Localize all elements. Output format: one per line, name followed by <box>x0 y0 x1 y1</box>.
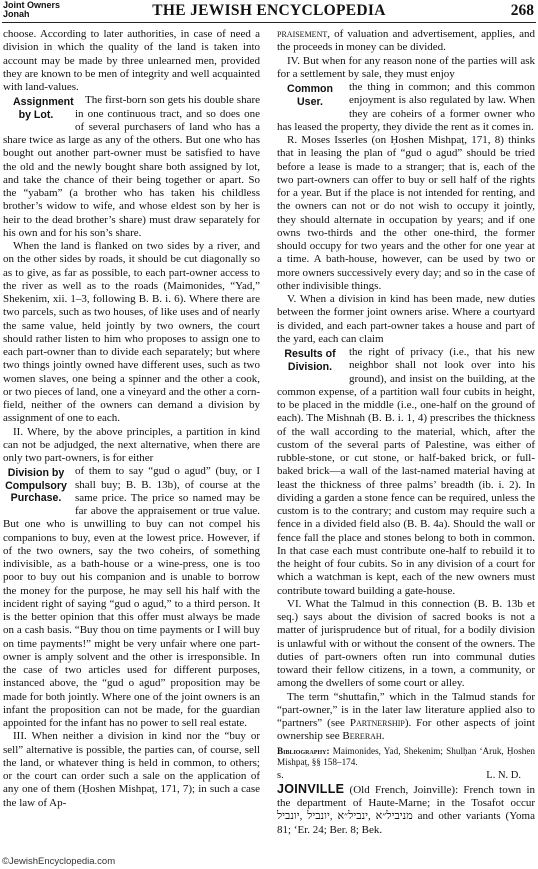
paragraph: R. Moses Isserles (on Ḥoshen Mishpaṭ, 171, 8) thinks that in leasing the plan of “gud o agud” should be tried before a lease is made to a stranger; that is, each of the two part-owners can offer to buy or sell half of the rights for a year. But if the place is not intended for renting, and the owners can not or do not wish to occupy it jointly, they should alternate in occupation by years; and if one owns two-thirds and the other one-third, the former should occupy for two years and the other for one year at a time. A bath-house, however, can be used by two or more owners successively every day; and so in the case of other indivisible things. <box>277 134 535 292</box>
entry-headword: JOINVILLE <box>277 781 345 796</box>
paragraph: IV. But when for any reason none of the parties will ask for a settlement by sale, they must enjoy <box>277 54 535 80</box>
paragraph-text: (Old French, Joinville): French town in the department of Haute-Marne; in the Tosafot occur <box>277 783 535 809</box>
paragraph: choose. According to later authorities, in case of need a division in which the quality of the land is taken into account may be made by three unlearned men, provided they are known to be men of integrity and well acquainted with land-values. <box>3 28 260 93</box>
signature-initial: s. <box>277 769 284 781</box>
cross-reference-link[interactable]: praisement <box>277 28 328 40</box>
hebrew-text: מניביל״א ,ינביל״א ,יונביל ,יונביל <box>277 810 413 823</box>
paragraph <box>277 346 535 598</box>
author-signature <box>277 769 535 782</box>
running-head-first: Joint Owners <box>3 0 61 10</box>
watermark: ©JewishEncyclopedia.com <box>2 856 116 867</box>
paragraph-text: the thing in common; and this common enjoyment is also regulated by law. When they are coheirs of a former owner who has leased the property, they divide the rent as it comes in. <box>277 81 535 133</box>
paragraph-text: of them to say “gud o agud” (buy, or I shall buy; B. B. 13b), of course at the same price. The price so named may be far above the appraisement or true value. But one who is unwilling to buy can not compel his companions to buy, even at the lowest price. However, if of the two owners, say the two coheirs, of something indivisible, as a bath-house or a wine-press, one is too poor to buy out his companion and is unable to borrow the money for the purpose, he may sell his half with the incident right of saying “gud o agud,” to a third person. It is the better opinion that this offer must always be made on a cash basis. “Buy thou on time payments or I will buy on time payments!” might be very unfair where one part-owner is amply solvent and the other is irresponsible. In the case of two articles used for different purposes, instanced above, the “gud o agud” proposition may be made for both jointly. Where one of the joint owners is an infant the proposition can not be made, for the guardian appointed for the infant has no power to sell real estate. <box>3 465 260 729</box>
paragraph-text: The first-born son gets his double share in one continuous tract, and so does one of several purchasers of land who has a share twice as large as any of the others. But one who has bought out another part-owner must be satisfied to have the old and the newly bought share both assigned by lot, and take the chance of their being together or apart. So the “yabam” (a brother who has taken his childless brother’s widow to wife, and whose eldest son by her is heir to the dead brother’s share) must draw separately for his own and for his son’s share. <box>3 94 260 239</box>
paragraph: VI. What the Talmud in this connection (B. B. 13b et seq.) says about the division of sacred books is not a matter of jurisprudence but of ritual, for a bodily division is unlawful with or without the consent of the owners. The duties of part-owners often run into communal duties toward their fellow citizens, in a town, a community, or among the dwellers of some court or alley. <box>277 597 535 690</box>
paragraph <box>3 94 260 240</box>
paragraph: II. Where, by the above principles, a partition in kind can not be adjudged, the next alternative, when there are only two part-owners, is for either <box>3 425 260 464</box>
marginal-heading: Division by Compulsory Purchase. <box>5 467 67 505</box>
paragraph <box>3 465 260 730</box>
paragraph: V. When a division in kind has been made, new duties between the former joint owners arise. Where a courtyard is divided, and each part-owner takes a house and part of the yard, each can claim <box>277 293 535 345</box>
page-title: THE JEWISH ENCYCLOPEDIA <box>152 2 386 19</box>
paragraph: III. When neither a division in kind nor the “buy or sell” alternative is possible, the parties can, of course, sell the land, or whatever thing is held in common, to others; or the court can order such a sale on the application of any one of them (Ḥoshen Mishpaṭ, 171, 7); in such a case the law of Ap- <box>3 730 260 809</box>
marginal-heading: Results of Division. <box>284 348 336 373</box>
paragraph-text: The term “shuttafin,” which in the Talmud stands for “part-owner,” is in the later law literature applied also to “partners” (see <box>277 690 535 729</box>
paragraph-text: ). For other aspects of joint ownership see <box>277 717 535 743</box>
paragraph-text: , of valuation and advertisement, applies, and the proceeds in money can be divided. <box>277 28 535 54</box>
paragraph-text: and other variants (Yoma 81; ‘Er. 24; Ber. 8; Bek. <box>277 810 535 836</box>
paragraph <box>277 28 535 55</box>
paragraph-text: the right of privacy (i.e., that his new neighbor shall not look over into his ground), and insist on the building, at the common expense, of a partition wall four cubits in height, to be placed in the middle (i.e., one-half on the ground of each). The Mishnah (B. B. i. 1, 4) prescribes the thickness of the wall according to the material, which, after the custom of the several parts of Palestine, was either of rubble-stone, or cut stone, or half-baked brick, or full-baked brick—a wall of the last-named material having at least the thickness of three palms’ breadth (ib. i. 2). In dividing a garden a stone fence can be required, unless the custom is to the contrary; and custom may require such a fence in a divided field also (B. B. 4a). Should the wall or fence fall the place and stones belong to both in common. In that case each must contribute one-half to rebuild it to the height of four cubits. So in any division of a court for which a watchman is kept, each of the new owners must contribute toward building a gate-house. <box>277 346 535 597</box>
marginal-heading: Common User. <box>287 83 333 108</box>
marginal-heading: Assignment by Lot. <box>13 96 74 121</box>
cross-reference-link[interactable]: Partnership <box>349 717 405 729</box>
cross-reference-link[interactable]: Bererah <box>342 730 382 743</box>
signature-author: L. N. D. <box>486 769 521 781</box>
paragraph: When the land is flanked on two sides by a river, and on the other sides by roads, it should be cut diagonally so as to give, as far as possible, to each part-owner access to the river as well as to the roads (Maimonides, “Yad,” Shekenim, xii. 1–3, following B. B. i. 6). Where there are two parcels, such as two houses, of like uses and of nearly the same value, held jointly by two owners, the court should rather listen to him who proposes to assign one to each part-owner than to divide each separately; but where two things jointly owned have different uses, such as two women slaves, one being a spinner and the other a cook, or two pieces of land, one a vineyard and the other a corn-field, neither of the owners can demand a division by assignment of one to each. <box>3 240 260 425</box>
left-column <box>3 28 260 810</box>
bibliography-label: Bibliography: <box>277 745 330 756</box>
page-number: 268 <box>510 2 534 19</box>
paragraph <box>277 81 535 134</box>
paragraph <box>277 691 535 744</box>
right-column <box>277 28 535 837</box>
bibliography <box>277 746 535 768</box>
running-head-last: Jonah <box>3 9 30 19</box>
header-rule <box>2 22 536 23</box>
bibliography-text: Maimonides, Yad, Shekenim; Shulḥan ‘Aruk, Ḥoshen Mishpaṭ, §§ 158–174. <box>277 745 535 767</box>
paragraph-text: . <box>381 730 385 743</box>
paragraph <box>277 783 535 837</box>
